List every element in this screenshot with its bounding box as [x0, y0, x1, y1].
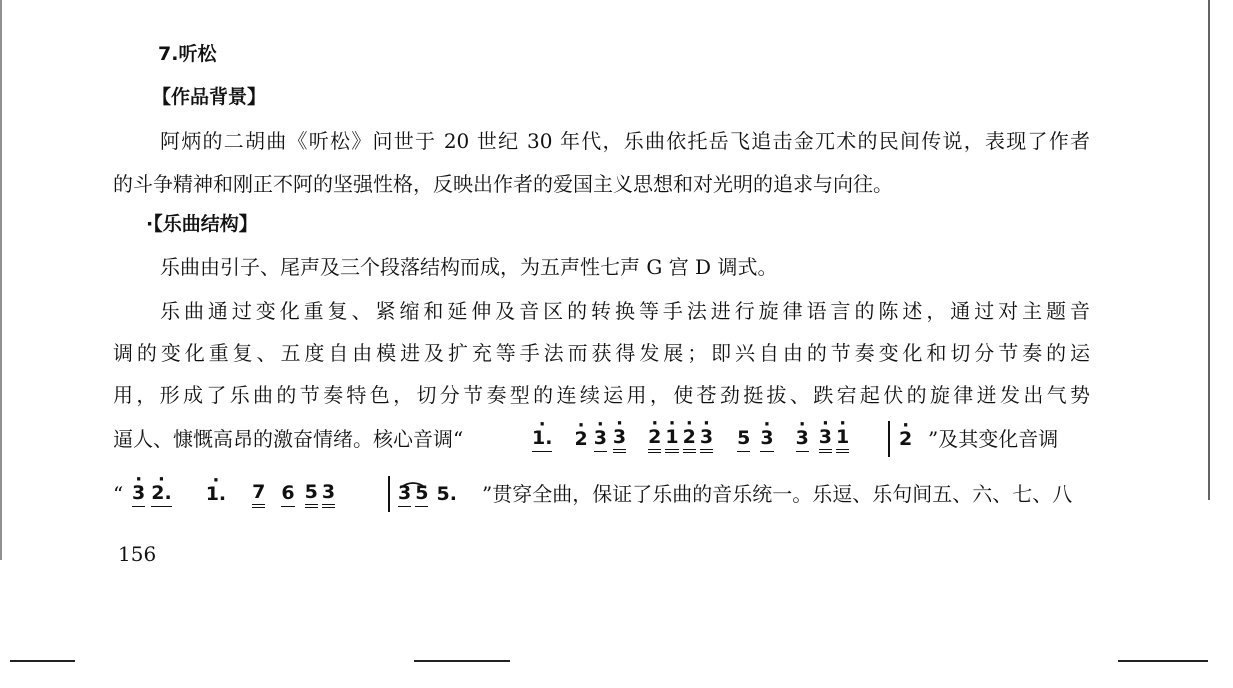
- bottom-rule-right: [1118, 660, 1208, 662]
- notation-line-2-tail: ”贯穿全曲，保证了乐曲的音乐统一。乐逗、乐句间五、六、七、八: [482, 482, 1073, 506]
- slur-mark: [398, 478, 428, 490]
- structure-heading: ·【乐曲结构】: [146, 213, 258, 235]
- bottom-rule-left: [10, 660, 75, 662]
- variant-motif-notation: · 3 · 2. · 1. 7 6 5 3: [132, 474, 372, 514]
- section-title: 7.听松: [158, 43, 217, 65]
- notation-line-1-tail: ”及其变化音调: [928, 427, 1059, 451]
- left-scan-edge: [0, 0, 2, 560]
- right-scan-edge: [1208, 0, 1210, 500]
- paragraph-line-1: 乐曲通过变化重复、紧缩和延伸及音区的转换等手法进行旋律语言的陈述，通过对主题音: [160, 299, 1090, 323]
- core-motif-notation: · 1. · 2 · 3 · 3 · 2 · 1 · 2 · 3 5 · 3 · 3 · 3 · 1: [532, 419, 872, 459]
- paragraph-line-2: 调的变化重复、五度自由模进及扩充等手法而获得发展；即兴自由的节奏变化和切分节奏的运: [113, 341, 1090, 365]
- bar-line-1: [888, 421, 890, 457]
- background-line-2: 的斗争精神和刚正不阿的坚强性格，反映出作者的爱国主义思想和对光明的追求与向往。: [113, 172, 893, 196]
- notation-line-2-open: “: [113, 482, 124, 506]
- core-motif-notation-end: · 2: [899, 419, 919, 459]
- page-number: 156: [118, 542, 157, 566]
- variant-motif-notation-end: 3 5 5.: [398, 474, 478, 514]
- bottom-rule-center: [414, 660, 510, 662]
- background-line-1: 阿炳的二胡曲《听松》问世于 20 世纪 30 年代，乐曲依托岳飞追击金兀术的民间传说，表现了作者: [160, 129, 1090, 153]
- bar-line-2: [388, 476, 390, 512]
- structure-line: 乐曲由引子、尾声及三个段落结构而成，为五声性七声 G 宫 D 调式。: [160, 255, 778, 279]
- notation-line-1-text: 逼人、慷慨高昂的激奋情绪。核心音调“: [113, 427, 464, 451]
- background-heading: 【作品背景】: [152, 86, 267, 108]
- paragraph-line-3: 用，形成了乐曲的节奏特色，切分节奏型的连续运用，使苍劲挺拔、跌宕起伏的旋律迸发出气势: [113, 383, 1090, 407]
